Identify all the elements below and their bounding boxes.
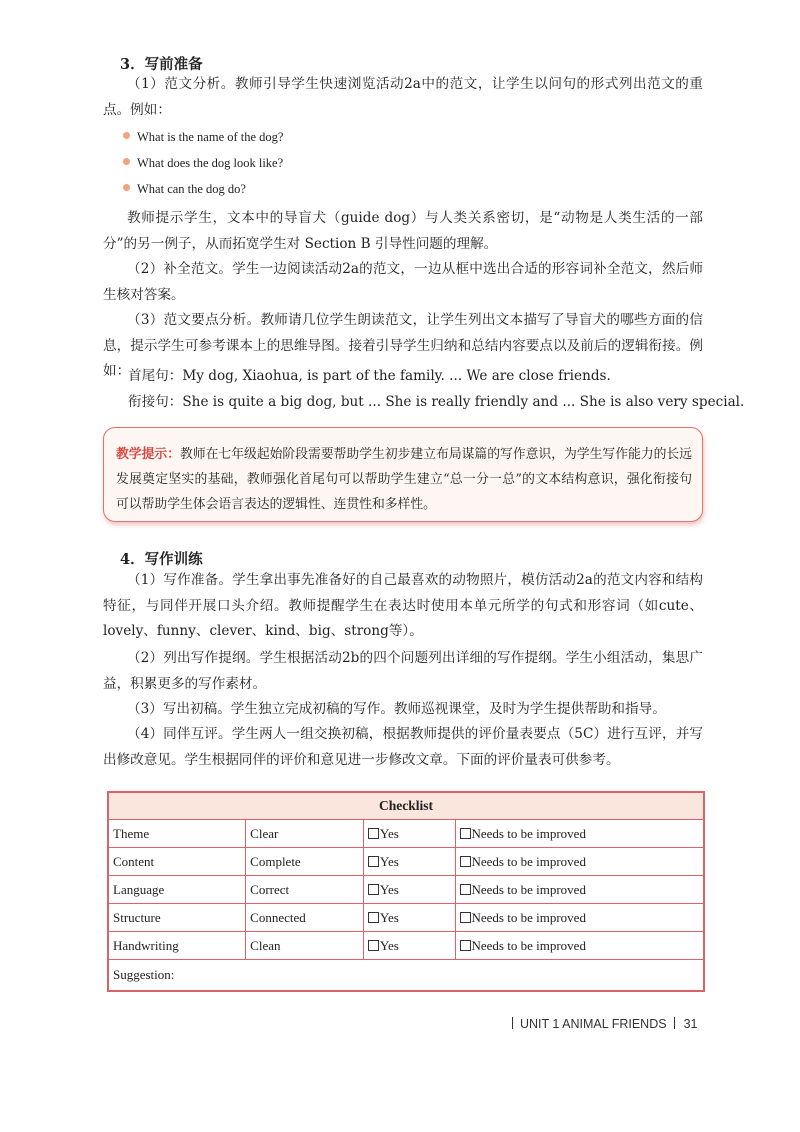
bullet-text: What does the dog look like? — [137, 156, 284, 170]
checklist-criterion: Connected — [246, 904, 364, 932]
footer-divider — [512, 1017, 513, 1029]
suggestion-field[interactable] — [108, 960, 704, 992]
page-footer — [505, 1017, 697, 1031]
checklist-criterion: Correct — [246, 876, 364, 904]
bullet-text: What is the name of the dog? — [137, 130, 284, 144]
bullet-dot-icon — [123, 132, 130, 139]
checklist-item: Content — [108, 848, 246, 876]
improve-checkbox-cell[interactable] — [455, 876, 704, 904]
checklist-criterion: Complete — [246, 848, 364, 876]
yes-label: Yes — [379, 937, 399, 953]
bullet-dot-icon — [123, 184, 130, 191]
yes-label: Yes — [379, 881, 399, 897]
improve-label: Needs to be improved — [471, 909, 586, 925]
section-4-paragraph-4: （4）同伴互评。学生两人一组交换初稿，根据教师提供的评价量表要点（5C）进行互评，并写出修改意见。学生根据同伴的评价和意见进一步修改文章。下面的评价量表可供参考。 — [103, 726, 703, 768]
improve-label: Needs to be improved — [471, 853, 586, 869]
yes-checkbox-cell[interactable] — [363, 820, 455, 848]
bullet-text: What can the dog do? — [137, 182, 246, 196]
yes-checkbox-cell[interactable] — [363, 904, 455, 932]
teaching-hint-label: 教学提示： — [116, 447, 181, 462]
checklist-row — [108, 904, 704, 932]
section-4-paragraph-2: （2）列出写作提纲。学生根据活动2b的四个问题列出详细的写作提纲。学生小组活动，集思广益，积累更多的写作素材。 — [103, 650, 703, 692]
checkbox-icon[interactable] — [368, 856, 379, 867]
bullet-dot-icon — [123, 158, 130, 165]
yes-label: Yes — [379, 825, 399, 841]
bullet-item-2 — [123, 156, 283, 171]
page-number: 31 — [683, 1017, 698, 1031]
checklist-row — [108, 876, 704, 904]
yes-label: Yes — [379, 909, 399, 925]
section-3-paragraph-1: （1）范文分析。教师引导学生快速浏览活动2a中的范文，让学生以问句的形式列出范文的重点。例如： — [103, 76, 703, 118]
section-4-paragraph-1: （1）写作准备。学生拿出事先准备好的自己最喜欢的动物照片，模仿活动2a的范文内容和结构特征，与同伴开展口头介绍。教师提醒学生在表达时使用本单元所学的句式和形容词（如cute、lovely、funny、clever、kind、big、strong等）。 — [103, 572, 703, 639]
checklist-criterion: Clear — [246, 820, 364, 848]
yes-label: Yes — [379, 853, 399, 869]
improve-label: Needs to be improved — [471, 825, 586, 841]
footer-unit-title: UNIT 1 ANIMAL FRIENDS — [520, 1017, 667, 1031]
suggestion-label: Suggestion: — [113, 967, 175, 982]
checklist-item: Language — [108, 876, 246, 904]
checkbox-icon[interactable] — [460, 940, 471, 951]
improve-checkbox-cell[interactable] — [455, 820, 704, 848]
checklist-item: Theme — [108, 820, 246, 848]
checklist-table — [107, 791, 705, 992]
checklist-item: Handwriting — [108, 932, 246, 960]
section-3-title: 3．写前准备 — [120, 56, 203, 73]
improve-checkbox-cell[interactable] — [455, 904, 704, 932]
checkbox-icon[interactable] — [460, 884, 471, 895]
section-4-paragraph-3: （3）写出初稿。学生独立完成初稿的写作。教师巡视课堂，及时为学生提供帮助和指导。 — [127, 701, 666, 717]
checklist-suggestion-row — [108, 960, 704, 992]
yes-checkbox-cell[interactable] — [363, 932, 455, 960]
yes-checkbox-cell[interactable] — [363, 848, 455, 876]
bullet-item-3 — [123, 182, 246, 197]
section-4-title: 4．写作训练 — [120, 551, 203, 568]
checklist-row — [108, 932, 704, 960]
checkbox-icon[interactable] — [460, 828, 471, 839]
checklist-header-row — [108, 792, 704, 820]
improve-label: Needs to be improved — [471, 937, 586, 953]
section-3-paragraph-4: （3）范文要点分析。教师请几位学生朗读范文，让学生列出文本描写了导盲犬的哪些方面的信息，提示学生可参考课本上的思维导图。接着引导学生归纳和总结内容要点以及前后的逻辑衔接。例如： — [103, 312, 703, 379]
bullet-item-1 — [123, 130, 283, 145]
checkbox-icon[interactable] — [460, 912, 471, 923]
section-3-paragraph-2: 教师提示学生，文本中的导盲犬（guide dog）与人类关系密切，是“动物是人类生活的一部分”的另一例子，从而拓宽学生对 Section B 引导性问题的理解。 — [103, 210, 703, 252]
checklist-title: Checklist — [108, 792, 704, 820]
improve-label: Needs to be improved — [471, 881, 586, 897]
checkbox-icon[interactable] — [368, 884, 379, 895]
improve-checkbox-cell[interactable] — [455, 932, 704, 960]
checkbox-icon[interactable] — [368, 940, 379, 951]
improve-checkbox-cell[interactable] — [455, 848, 704, 876]
checklist-row — [108, 848, 704, 876]
teaching-hint-body: 教师在七年级起始阶段需要帮助学生初步建立布局谋篇的写作意识，为学生写作能力的长远发展奠定坚实的基础，教师强化首尾句可以帮助学生建立“总一分一总”的文本结构意识，强化衔接句可以帮助学生体会语言表达的逻辑性、连贯性和多样性。 — [116, 447, 693, 512]
teaching-hint-text — [116, 442, 692, 517]
yes-checkbox-cell[interactable] — [363, 876, 455, 904]
checklist-row — [108, 820, 704, 848]
example-linking-sentence: 衔接句：She is quite a big dog, but ... She is really friendly and ... She is also very special. — [128, 394, 745, 410]
checkbox-icon[interactable] — [368, 912, 379, 923]
checklist-item: Structure — [108, 904, 246, 932]
example-first-last-sentence: 首尾句：My dog, Xiaohua, is part of the family. ... We are close friends. — [128, 368, 611, 384]
checkbox-icon[interactable] — [368, 828, 379, 839]
checklist-criterion: Clean — [246, 932, 364, 960]
section-3-paragraph-3: （2）补全范文。学生一边阅读活动2a的范文，一边从框中选出合适的形容词补全范文，然后师生核对答案。 — [103, 261, 703, 303]
footer-divider — [674, 1017, 675, 1029]
checkbox-icon[interactable] — [460, 856, 471, 867]
